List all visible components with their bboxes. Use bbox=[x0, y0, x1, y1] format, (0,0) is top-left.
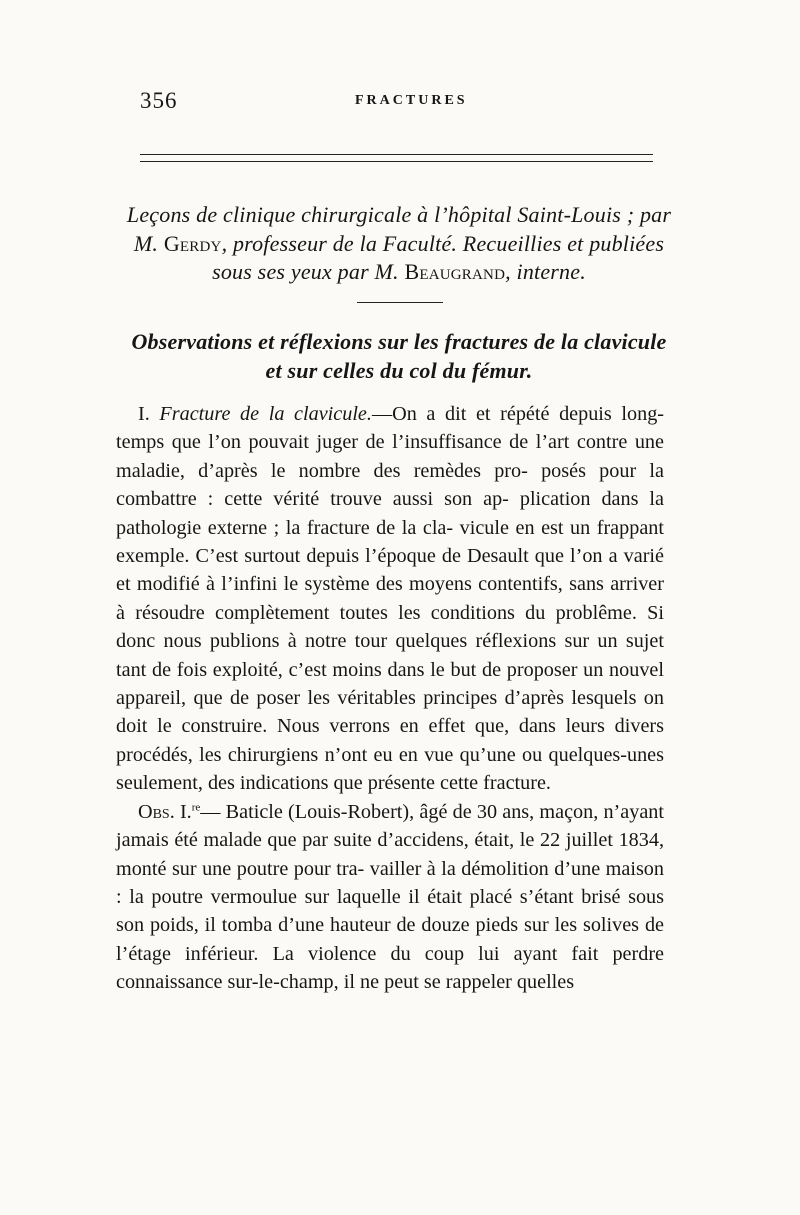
subtitle-line-1: Observations et réflexions sur les fractures de la clavicule bbox=[131, 329, 667, 354]
author-name: Gerdy bbox=[163, 230, 222, 256]
section-title: Fracture de la clavicule. bbox=[159, 403, 372, 425]
paragraph-2-text: — Baticle (Louis-Robert), âgé de 30 ans, maçon, n’ayant jamais été malade que par suite d’accidens, était, le 22 juillet 1834, monté sur une poutre pour tra- vailler à la démolition d’une maison : la poutre vermoulue sur laquelle il était placé s’étant brisé sous son poids, il tomba d’une hauteur de douze pieds sur les solives de l’étage inférieur. La violence du coup lui ayant fait perdre connaissance sur-le-champ, il ne peut se rappeler quelles bbox=[116, 800, 664, 994]
section-number: I. bbox=[138, 403, 150, 425]
short-rule-divider bbox=[357, 302, 443, 303]
article-title-part-3: , interne. bbox=[505, 259, 586, 284]
article-title-part-2: , professeur de la Faculté. Recueillies et publiées sous ses yeux par M. bbox=[212, 230, 665, 284]
page-number: 356 bbox=[140, 88, 178, 113]
paragraph-1 bbox=[116, 400, 664, 798]
editor-name: Beaugrand bbox=[404, 259, 506, 284]
double-rule-divider bbox=[140, 154, 653, 162]
paragraph-1-text: —On a dit et répété depuis long-temps que l’on pouvait juger de l’insuffisance de l’art contre une maladie, d’après le nombre des remèdes pro- posés pour la combattre : cette vérité trouve aussi son ap- plication dans la pathologie externe ; la fracture de la cla- vicule en est un frappant exemple. C’est surtout depuis l’époque de Desault que l’on a varié et modifié à l’infini le système des moyens contentifs, sans arriver à résoudre complètement toutes les conditions du problême. Si donc nous publions à notre tour quelques réflexions sur un sujet tant de fois exploité, c’est moins dans le but de proposer un nouvel appareil, que de poser les véritables principes d’après lesquels on doit le construire. Nous verrons en effet que, dans leurs divers procédés, les chirurgiens n’ont eu en vue qu’une ou quelques-unes seulement, des indications que présente cette fracture. bbox=[116, 403, 665, 795]
paragraph-2 bbox=[116, 798, 664, 997]
article-title-part-1: Leçons de clinique chirurgicale à l’hôpital Saint-Louis ; par M. bbox=[126, 202, 672, 256]
running-head bbox=[140, 88, 665, 118]
subtitle-line-2: et sur celles du col du fémur. bbox=[265, 357, 533, 383]
article-subtitle bbox=[116, 328, 682, 385]
observation-label-sup: re bbox=[191, 800, 201, 813]
body-text bbox=[116, 400, 664, 997]
article-title bbox=[116, 201, 682, 287]
observation-label: Obs. I. bbox=[138, 800, 192, 823]
running-title: FRACTURES bbox=[355, 93, 468, 108]
